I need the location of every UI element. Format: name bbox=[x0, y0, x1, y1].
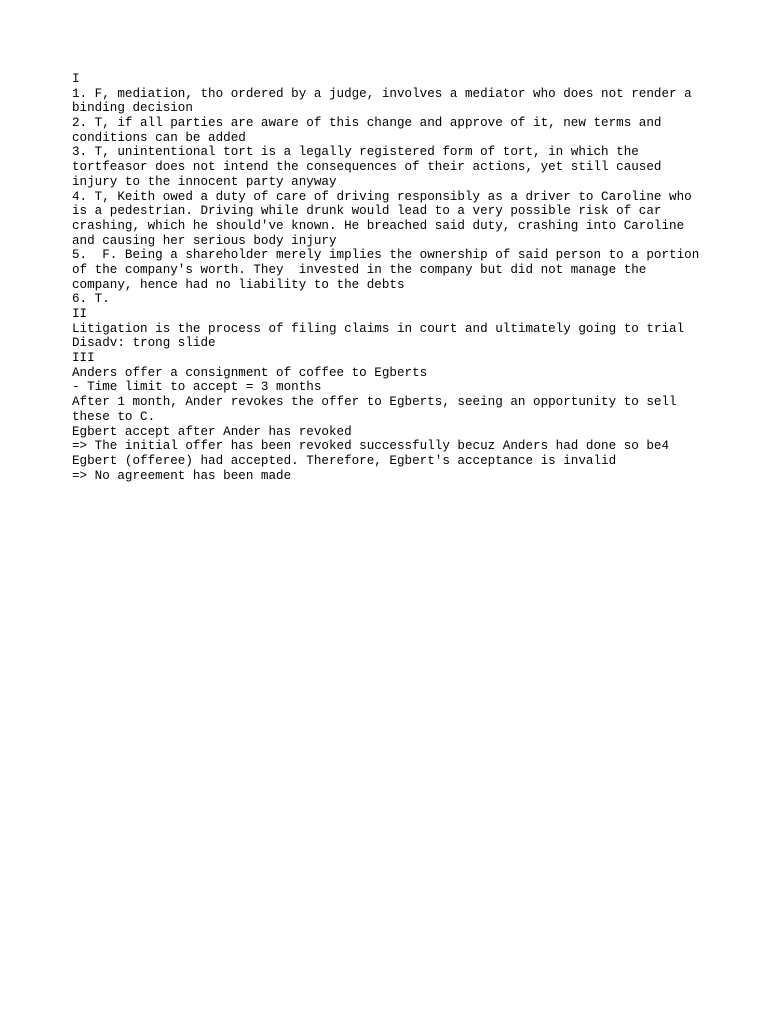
answer-line: these to C. bbox=[72, 409, 156, 424]
answer-line: conditions can be added bbox=[72, 130, 246, 145]
answer-line: injury to the innocent party anyway bbox=[72, 174, 337, 189]
answer-line: => The initial offer has been revoked successfully becuz Anders had done so be4 bbox=[72, 439, 670, 454]
answer-line: 3. T, unintentional tort is a legally registered form of tort, in which the bbox=[72, 145, 639, 160]
section-heading-1: I bbox=[72, 72, 80, 86]
answer-line: => No agreement has been made bbox=[72, 468, 292, 483]
answer-line: 6. T. bbox=[72, 292, 110, 307]
answer-line: of the company's worth. They invested in the company but did not manage the bbox=[72, 262, 647, 277]
answer-line: Anders offer a consignment of coffee to Egberts bbox=[72, 365, 428, 380]
answer-line: is a pedestrian. Driving while drunk would lead to a very possible risk of car bbox=[72, 204, 662, 219]
answer-line: - Time limit to accept = 3 months bbox=[72, 380, 322, 395]
answer-line: 1. F, mediation, tho ordered by a judge, involves a mediator who does not render a bbox=[72, 86, 692, 101]
answer-line: 2. T, if all parties are aware of this change and approve of it, new terms and bbox=[72, 116, 662, 131]
document-page bbox=[72, 72, 712, 483]
answer-line: 4. T, Keith owed a duty of care of driving responsibly as a driver to Caroline who bbox=[72, 189, 692, 204]
answer-line: Egbert accept after Ander has revoked bbox=[72, 424, 352, 439]
section-heading-3: III bbox=[72, 351, 95, 366]
answer-line: After 1 month, Ander revokes the offer to Egberts, seeing an opportunity to sell bbox=[72, 395, 677, 410]
answer-line: tortfeasor does not intend the consequences of their actions, yet still caused bbox=[72, 160, 662, 175]
answer-line: binding decision bbox=[72, 101, 193, 116]
answer-line: company, hence had no liability to the debts bbox=[72, 277, 405, 292]
answer-line: crashing, which he should've known. He breached said duty, crashing into Caroline bbox=[72, 218, 685, 233]
answer-line: Litigation is the process of filing claims in court and ultimately going to trial bbox=[72, 321, 685, 336]
answer-line: and causing her serious body injury bbox=[72, 233, 337, 248]
section-heading-2: II bbox=[72, 307, 88, 321]
answer-line: 5. F. Being a shareholder merely implies the ownership of said person to a portion bbox=[72, 248, 700, 263]
answer-line: Egbert (offeree) had accepted. Therefore, Egbert's acceptance is invalid bbox=[72, 453, 617, 468]
answer-line: Disadv: trong slide bbox=[72, 336, 216, 351]
